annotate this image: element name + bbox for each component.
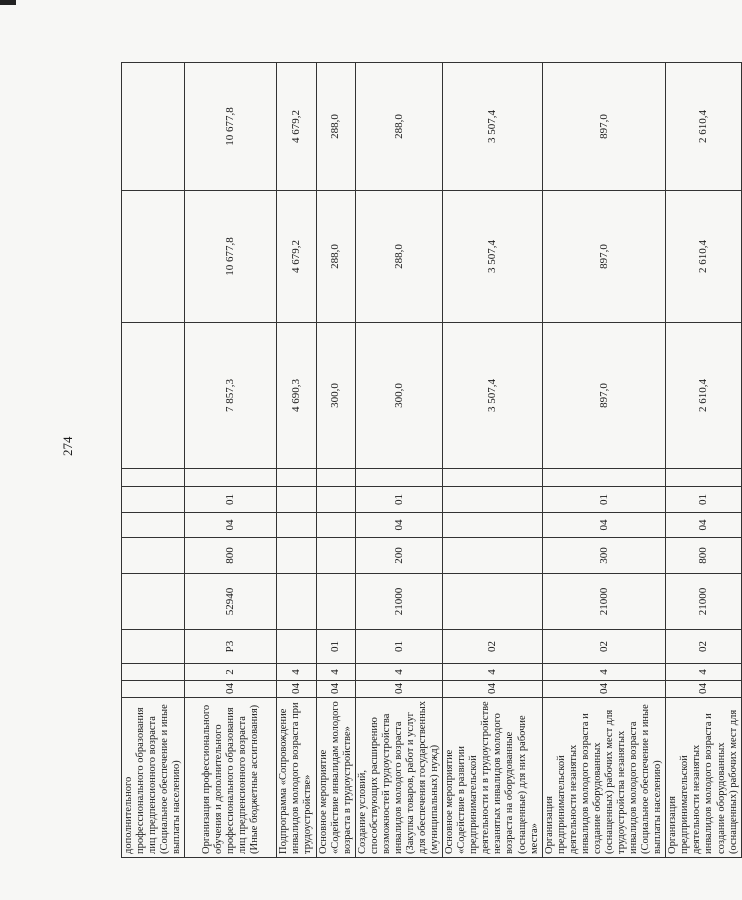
code-expense-type: 300 xyxy=(542,538,666,574)
amount-year-2: 10 677,8 xyxy=(185,191,277,323)
table-row xyxy=(542,63,666,858)
page-number: 274 xyxy=(60,436,75,456)
code-section xyxy=(122,681,185,698)
code-subprogram: 4 xyxy=(316,664,355,681)
amount-year-2: 897,0 xyxy=(542,191,666,323)
code-event: 02 xyxy=(666,630,741,664)
code-event: 02 xyxy=(542,630,666,664)
table-row xyxy=(277,63,316,858)
amount-year-1: 7 857,3 xyxy=(185,323,277,469)
code-subprogram: 4 xyxy=(355,664,442,681)
amount-year-2 xyxy=(122,191,185,323)
code-extra xyxy=(185,469,277,487)
amount-year-3 xyxy=(122,63,185,191)
code-expense-type xyxy=(443,538,543,574)
amount-year-3: 10 677,8 xyxy=(185,63,277,191)
amount-year-3: 288,0 xyxy=(316,63,355,191)
code-subsection: 01 xyxy=(185,487,277,513)
code-event: 01 xyxy=(316,630,355,664)
amount-year-1: 897,0 xyxy=(542,323,666,469)
code-expense-type: 800 xyxy=(185,538,277,574)
amount-year-1: 300,0 xyxy=(316,323,355,469)
row-name: Организация предпринимательской деятельности незанятых инвалидов молодого возраста и создание оборудованных (оснащенных) рабочих мест для трудоустройства незанятых инвалидов молодого возраста (Социальное обеспечение и иные выплаты населению) xyxy=(542,698,666,858)
code-extra xyxy=(443,469,543,487)
code-subprogram: 4 xyxy=(666,664,741,681)
code-extra xyxy=(316,469,355,487)
code-direction: 52940 xyxy=(185,574,277,630)
amount-year-2: 288,0 xyxy=(355,191,442,323)
code-extra xyxy=(277,469,316,487)
table-row xyxy=(666,63,741,858)
amount-year-2: 288,0 xyxy=(316,191,355,323)
code-subsection xyxy=(277,487,316,513)
code-subprogram xyxy=(122,664,185,681)
code-event xyxy=(122,630,185,664)
code-direction xyxy=(316,574,355,630)
code-direction xyxy=(277,574,316,630)
code-subsection xyxy=(443,487,543,513)
amount-year-2: 4 679,2 xyxy=(277,191,316,323)
code-chapter xyxy=(316,513,355,538)
table-row xyxy=(443,63,543,858)
code-expense-type xyxy=(122,538,185,574)
code-chapter: 04 xyxy=(542,513,666,538)
amount-year-3: 2 610,4 xyxy=(666,63,741,191)
row-name: Организация предпринимательской деятельности незанятых инвалидов молодого возраста и создание оборудованных (оснащенных) рабочих мест для xyxy=(666,698,741,858)
amount-year-3: 4 679,2 xyxy=(277,63,316,191)
code-direction: 21000 xyxy=(542,574,666,630)
table-row xyxy=(122,63,185,858)
code-subprogram: 2 xyxy=(185,664,277,681)
code-expense-type: 200 xyxy=(355,538,442,574)
amount-year-2: 2 610,4 xyxy=(666,191,741,323)
table-row xyxy=(185,63,277,858)
amount-year-3: 3 507,4 xyxy=(443,63,543,191)
code-extra xyxy=(122,469,185,487)
row-name: Организация профессионального обучения и дополнительного профессионального образования лиц предпенсионного возраста (Иные бюджетные ассигнования) xyxy=(185,698,277,858)
amount-year-1: 4 690,3 xyxy=(277,323,316,469)
code-direction: 21000 xyxy=(666,574,741,630)
code-section: 04 xyxy=(355,681,442,698)
code-expense-type xyxy=(316,538,355,574)
code-extra xyxy=(355,469,442,487)
code-section: 04 xyxy=(666,681,741,698)
amount-year-1: 2 610,4 xyxy=(666,323,741,469)
amount-year-1 xyxy=(122,323,185,469)
code-subsection: 01 xyxy=(355,487,442,513)
code-chapter xyxy=(122,513,185,538)
budget-table-rotated xyxy=(121,63,739,858)
code-subsection xyxy=(316,487,355,513)
code-subsection xyxy=(122,487,185,513)
code-chapter xyxy=(443,513,543,538)
code-subsection: 01 xyxy=(666,487,741,513)
code-section: 04 xyxy=(277,681,316,698)
code-section: 04 xyxy=(443,681,543,698)
row-name: дополнительного профессионального образования лиц предпенсионного возраста (Социальное обеспечение и иные выплаты населению) xyxy=(122,698,185,858)
row-name: Основное мероприятие «Содействие инвалидам молодого возраста в трудоустройстве» xyxy=(316,698,355,858)
code-direction: 21000 xyxy=(355,574,442,630)
amount-year-3: 288,0 xyxy=(355,63,442,191)
code-subsection: 01 xyxy=(542,487,666,513)
amount-year-2: 3 507,4 xyxy=(443,191,543,323)
amount-year-1: 3 507,4 xyxy=(443,323,543,469)
code-section: 04 xyxy=(316,681,355,698)
code-event: 01 xyxy=(355,630,442,664)
table-row xyxy=(355,63,442,858)
code-expense-type xyxy=(277,538,316,574)
code-chapter: 04 xyxy=(666,513,741,538)
budget-table xyxy=(121,62,742,858)
code-chapter: 04 xyxy=(185,513,277,538)
code-chapter xyxy=(277,513,316,538)
code-subprogram: 4 xyxy=(443,664,543,681)
code-chapter: 04 xyxy=(355,513,442,538)
code-subprogram: 4 xyxy=(277,664,316,681)
row-name: Подпрограмма «Сопровождение инвалидов молодого возраста при трудоустройстве» xyxy=(277,698,316,858)
code-extra xyxy=(542,469,666,487)
row-name: Основное мероприятие «Содействие в развитии предпринимательской деятельности и в трудоустройстве незанятых инвалидов молодого возраста на оборудованные (оснащенные) для них рабочие места» xyxy=(443,698,543,858)
code-direction xyxy=(443,574,543,630)
code-event: Р3 xyxy=(185,630,277,664)
code-event: 02 xyxy=(443,630,543,664)
scan-corner-mark xyxy=(0,0,16,5)
code-direction xyxy=(122,574,185,630)
code-subprogram: 4 xyxy=(542,664,666,681)
amount-year-3: 897,0 xyxy=(542,63,666,191)
code-section: 04 xyxy=(185,681,277,698)
row-name: Создание условий, способствующих расширению возможностей трудоустройства инвалидов молодого возраста (Закупка товаров, работ и услуг для обеспечения государственных (муниципальных) нужд) xyxy=(355,698,442,858)
amount-year-1: 300,0 xyxy=(355,323,442,469)
code-event xyxy=(277,630,316,664)
table-row xyxy=(316,63,355,858)
code-section: 04 xyxy=(542,681,666,698)
code-expense-type: 800 xyxy=(666,538,741,574)
code-extra xyxy=(666,469,741,487)
